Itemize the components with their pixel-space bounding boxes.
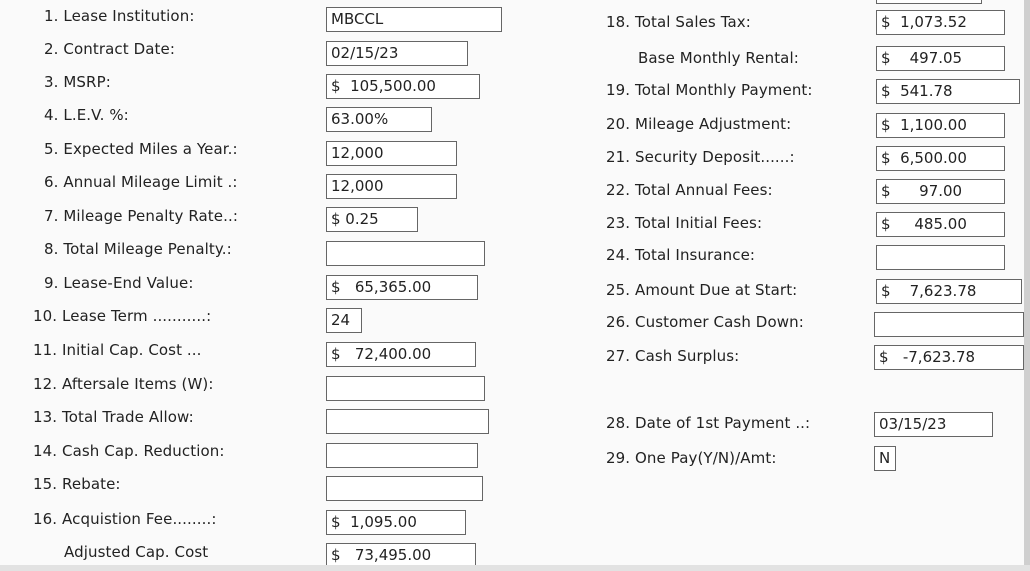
right-label-19: 19. Total Monthly Payment: bbox=[606, 81, 813, 99]
left-label-13: 13. Total Trade Allow: bbox=[33, 408, 194, 426]
right-label-26: 26. Customer Cash Down: bbox=[606, 313, 804, 331]
security-deposit-field[interactable]: $ 6,500.00 bbox=[876, 146, 1005, 171]
left-label-10: 10. Lease Term ...........: bbox=[33, 307, 212, 325]
right-label-20: 20. Mileage Adjustment: bbox=[606, 115, 792, 133]
right-label-23: 23. Total Initial Fees: bbox=[606, 214, 763, 232]
left-label-adjusted-cap: Adjusted Cap. Cost bbox=[64, 543, 209, 561]
page-edge-bottom bbox=[0, 565, 1030, 571]
left-label-11: 11. Initial Cap. Cost ... bbox=[33, 341, 202, 359]
mileage-penalty-rate-field[interactable]: $ 0.25 bbox=[326, 207, 418, 232]
rebate-field[interactable] bbox=[326, 476, 483, 501]
total-sales-tax-field[interactable]: $ 1,073.52 bbox=[876, 10, 1005, 35]
total-monthly-payment-field[interactable]: $ 541.78 bbox=[876, 79, 1020, 104]
right-label-28: 28. Date of 1st Payment ..: bbox=[606, 414, 811, 432]
right-label-21: 21. Security Deposit......: bbox=[606, 148, 795, 166]
total-mileage-penalty-field[interactable] bbox=[326, 241, 485, 266]
aftersale-items-field[interactable] bbox=[326, 376, 485, 401]
acquisition-fee-field[interactable]: $ 1,095.00 bbox=[326, 510, 466, 535]
left-label-14: 14. Cash Cap. Reduction: bbox=[33, 442, 225, 460]
lev-percent-field[interactable]: 63.00% bbox=[326, 107, 432, 132]
total-trade-allow-field[interactable] bbox=[326, 409, 489, 434]
total-annual-fees-field[interactable]: $ 97.00 bbox=[876, 179, 1005, 204]
lease-term-field[interactable]: 24 bbox=[326, 308, 362, 333]
left-label-9: 9. Lease-End Value: bbox=[44, 274, 194, 292]
annual-mileage-limit-field[interactable]: 12,000 bbox=[326, 174, 457, 199]
adjusted-cap-cost-field[interactable]: $ 73,495.00 bbox=[326, 543, 476, 568]
expected-miles-field[interactable]: 12,000 bbox=[326, 141, 457, 166]
lease-end-value-field[interactable]: $ 65,365.00 bbox=[326, 275, 478, 300]
left-label-15: 15. Rebate: bbox=[33, 475, 121, 493]
total-insurance-field[interactable] bbox=[876, 245, 1005, 270]
right-label-24: 24. Total Insurance: bbox=[606, 246, 756, 264]
left-label-3: 3. MSRP: bbox=[44, 73, 111, 91]
left-label-16: 16. Acquistion Fee........: bbox=[33, 510, 217, 528]
left-label-8: 8. Total Mileage Penalty.: bbox=[44, 240, 232, 258]
right-label-29: 29. One Pay(Y/N)/Amt: bbox=[606, 449, 777, 467]
cash-cap-reduction-field[interactable] bbox=[326, 443, 478, 468]
left-label-12: 12. Aftersale Items (W): bbox=[33, 375, 214, 393]
date-first-payment-field[interactable]: 03/15/23 bbox=[874, 412, 993, 437]
lease-institution-field[interactable]: MBCCL bbox=[326, 7, 502, 32]
base-monthly-rental-field[interactable]: $ 497.05 bbox=[876, 46, 1005, 71]
total-initial-fees-field[interactable]: $ 485.00 bbox=[876, 212, 1005, 237]
left-label-2: 2. Contract Date: bbox=[44, 40, 175, 58]
left-label-4: 4. L.E.V. %: bbox=[44, 106, 129, 124]
left-label-5: 5. Expected Miles a Year.: bbox=[44, 140, 238, 158]
right-label-27: 27. Cash Surplus: bbox=[606, 347, 740, 365]
right-label-base-monthly: Base Monthly Rental: bbox=[638, 49, 799, 67]
initial-cap-cost-field[interactable]: $ 72,400.00 bbox=[326, 342, 476, 367]
customer-cash-down-field[interactable] bbox=[874, 312, 1024, 337]
left-label-6: 6. Annual Mileage Limit .: bbox=[44, 173, 238, 191]
cash-surplus-field[interactable]: $ -7,623.78 bbox=[874, 345, 1024, 370]
right-label-18: 18. Total Sales Tax: bbox=[606, 13, 751, 31]
mileage-adjustment-field[interactable]: $ 1,100.00 bbox=[876, 113, 1005, 138]
left-label-1: 1. Lease Institution: bbox=[44, 7, 195, 25]
one-pay-field[interactable]: N bbox=[874, 446, 896, 471]
right-label-22: 22. Total Annual Fees: bbox=[606, 181, 773, 199]
left-label-7: 7. Mileage Penalty Rate..: bbox=[44, 207, 239, 225]
page-edge-right bbox=[1024, 0, 1030, 571]
contract-date-field[interactable]: 02/15/23 bbox=[326, 41, 468, 66]
top-partial-field[interactable] bbox=[876, 0, 982, 4]
amount-due-at-start-field[interactable]: $ 7,623.78 bbox=[876, 279, 1022, 304]
right-label-25: 25. Amount Due at Start: bbox=[606, 281, 798, 299]
msrp-field[interactable]: $ 105,500.00 bbox=[326, 74, 480, 99]
